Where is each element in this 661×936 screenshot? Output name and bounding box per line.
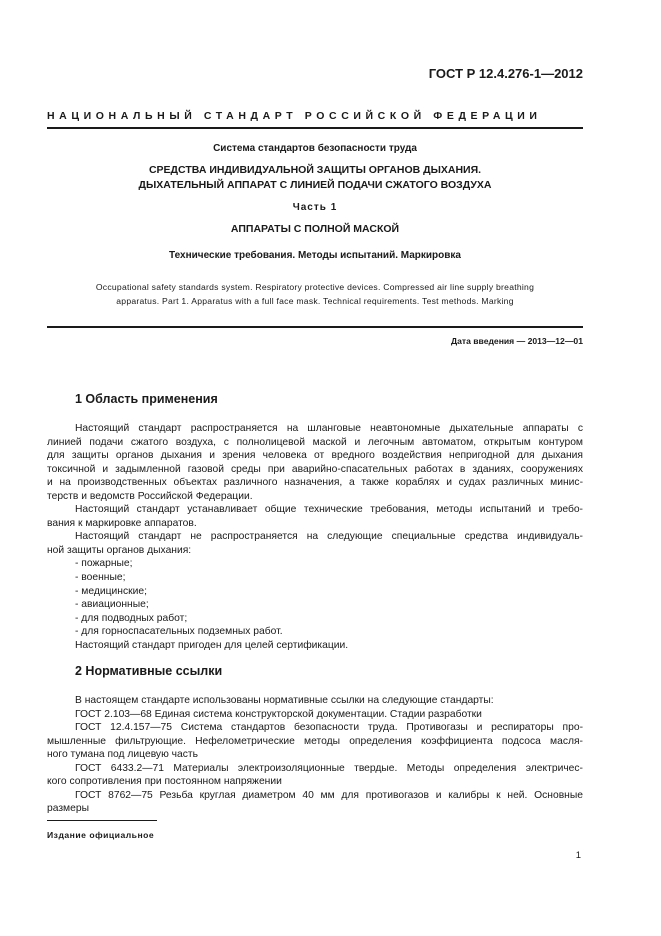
title-line-1: СРЕДСТВА ИНДИВИДУАЛЬНОЙ ЗАЩИТЫ ОРГАНОВ ДЫХАНИЯ.	[148, 164, 482, 176]
title-line-2: ДЫХАТЕЛЬНЫЙ АППАРАТ С ЛИНИЕЙ ПОДАЧИ СЖАТОГО ВОЗДУХА	[138, 179, 492, 191]
top-divider	[47, 127, 583, 129]
national-standard-banner: НАЦИОНАЛЬНЫЙ СТАНДАРТ РОССИЙСКОЙ ФЕДЕРАЦИИ	[47, 110, 542, 122]
paragraph-line: Настоящий стандарт распространяется на шланговые неавтономные дыхательные аппараты с	[75, 423, 583, 434]
list-item: - для горноспасательных подземных работ.	[75, 626, 283, 638]
section-2-body	[47, 694, 583, 816]
standards-series: Система стандартов безопасности труда	[213, 143, 417, 154]
paragraph-line: токсичной и задымленной газовой среды при аварийно-спасательных работах в зданиях, сооружениях	[47, 463, 583, 475]
paragraph-line: Настоящий стандарт пригоден для целей сертификации.	[75, 639, 349, 651]
page-number: 1	[575, 850, 581, 861]
document-subtitle: Технические требования. Методы испытаний. Маркировка	[169, 250, 461, 261]
paragraph-line: ной защиты органов дыхания:	[47, 544, 192, 556]
middle-divider	[47, 326, 583, 328]
reference-item: мышленные фильтрующие. Нефелометрические методы определения коэффициента подсоса масля-	[47, 735, 583, 747]
english-title	[70, 281, 560, 308]
footer-divider	[47, 820, 157, 821]
reference-item: ГОСТ 6433.2—71 Материалы электроизоляционные твердые. Методы определения электричес-	[75, 762, 583, 774]
english-title-line-1: Occupational safety standards system. Respiratory protective devices. Compressed air line supply breathing	[95, 282, 535, 292]
official-edition-label: Издание официальное	[47, 830, 155, 840]
list-item: - авиационные;	[75, 599, 149, 611]
document-title	[47, 163, 583, 193]
paragraph-line: линией подачи сжатого воздуха, с полнолицевой маской и легочным автоматом, открытым контуром	[47, 436, 583, 448]
section-1-body	[47, 422, 583, 652]
introduction-date: Дата введения — 2013—12—01	[450, 336, 583, 346]
paragraph-line: терств и ведомств Российской Федерации.	[47, 490, 253, 502]
paragraph-line: для защиты органов дыхания и зрения человека от вредного воздействия непригодной для дыхания	[47, 450, 583, 462]
paragraph-line: и на производственных объектах различного назначения, а также кораблях и судах различных минис-	[47, 477, 583, 489]
reference-item: размеры	[47, 803, 89, 815]
document-number: ГОСТ Р 12.4.276-1—2012	[428, 66, 583, 81]
part-title: АППАРАТЫ С ПОЛНОЙ МАСКОЙ	[230, 223, 400, 235]
paragraph-line: вания к маркировке аппаратов.	[47, 517, 197, 529]
reference-item: кого сопротивления при постоянном напряжении	[47, 776, 282, 788]
part-label: Часть 1	[292, 202, 338, 213]
reference-item: ного тумана под лицевую часть	[47, 749, 198, 761]
list-item: - военные;	[75, 572, 126, 584]
paragraph-line: В настоящем стандарте использованы нормативные ссылки на следующие стандарты:	[75, 695, 494, 706]
reference-item: ГОСТ 12.4.157—75 Система стандартов безопасности труда. Противогазы и респираторы про-	[75, 722, 583, 734]
reference-item: ГОСТ 8762—75 Резьба круглая диаметром 40 мм для противогазов и калибры к ней. Основные	[75, 789, 583, 801]
reference-item: ГОСТ 2.103—68 Единая система конструкторской документации. Стадии разработки	[75, 708, 482, 720]
section-1-heading: 1 Область применения	[75, 392, 218, 406]
paragraph-line: Настоящий стандарт не распространяется на следующие специальные средства индивидуаль-	[75, 531, 583, 543]
list-item: - медицинские;	[75, 585, 147, 597]
english-title-line-2: apparatus. Part 1. Apparatus with a full face mask. Technical requirements. Test methods. Marking	[116, 295, 514, 306]
list-item: - пожарные;	[75, 558, 133, 570]
paragraph-line: Настоящий стандарт устанавливает общие технические требования, методы испытаний и требо-	[75, 504, 583, 516]
section-2-heading: 2 Нормативные ссылки	[75, 664, 223, 678]
list-item: - для подводных работ;	[75, 612, 188, 624]
